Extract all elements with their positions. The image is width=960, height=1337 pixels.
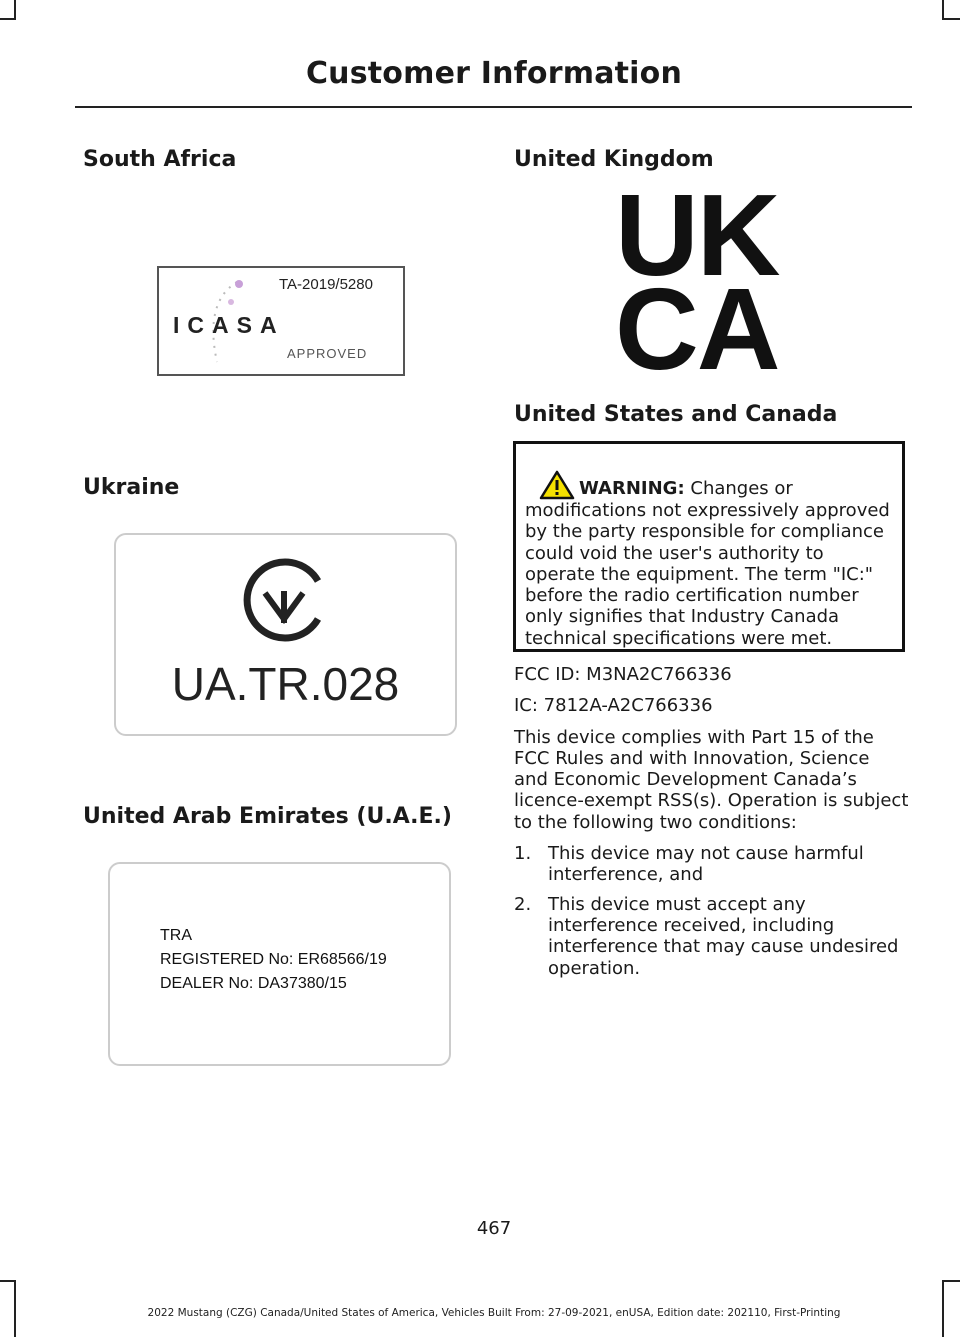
- crop-mark: [942, 1280, 960, 1282]
- ukraine-code: UA.TR.028: [171, 658, 400, 710]
- section-heading-south-africa: South Africa: [83, 147, 237, 172]
- warning-text: Changes or modifications not expressively approved by the party responsible for compliance could void the user's authority to operate the equipment. The term "IC:" before the radio certification number only signifies that Industry Canada technical specifications were met.: [525, 478, 890, 649]
- warning-box: [513, 441, 905, 652]
- footer-text: 2022 Mustang (CZG) Canada/United States of America, Vehicles Built From: 27-09-2021, enUSA, Edition date: 202110, First-Printing: [147, 1307, 841, 1319]
- uae-dealer-line: DEALER No: DA37380/15: [160, 975, 347, 992]
- list-item-text: This device may not cause harmful interference, and: [548, 843, 864, 886]
- uae-registered-line: REGISTERED No: ER68566/19: [160, 951, 387, 968]
- section-heading-us-canada: United States and Canada: [514, 402, 838, 427]
- fcc-id: FCC ID: M3NA2C766336: [514, 664, 732, 685]
- ukraine-conformity-label: [114, 533, 457, 736]
- list-item: [514, 843, 909, 886]
- ic-number: IC: 7812A-A2C766336: [514, 695, 713, 717]
- crop-mark: [942, 0, 944, 20]
- compliance-statement: This device complies with Part 15 of the FCC Rules and with Innovation, Science and Economic Development Canada’s licence-exempt RSS(s). Operation is subject to the following two conditions:: [514, 726, 909, 833]
- icasa-approved-text: APPROVED: [287, 346, 368, 361]
- list-item: [514, 894, 909, 979]
- list-item-number: 2.: [514, 893, 532, 915]
- section-heading-ukraine: Ukraine: [83, 475, 180, 500]
- crop-mark: [14, 0, 16, 20]
- ukca-mark-top: UK: [615, 170, 779, 300]
- us-canada-body: [514, 664, 909, 987]
- section-heading-uk: United Kingdom: [514, 147, 714, 172]
- crop-mark: [0, 1280, 16, 1282]
- icasa-code: TA-2019/5280: [279, 276, 373, 293]
- uae-tra-line: TRA: [160, 927, 192, 944]
- list-item-text: This device must accept any interference received, including interference that may cause undesired operation.: [548, 893, 899, 979]
- section-heading-uae: United Arab Emirates (U.A.E.): [83, 804, 452, 829]
- ukca-mark-bottom: CA: [615, 264, 779, 394]
- list-item-number: 1.: [514, 843, 532, 865]
- uae-registration-label: [108, 862, 451, 1066]
- page-number: 467: [476, 1218, 512, 1239]
- ukraine-conformity-mark-icon: [240, 555, 330, 645]
- icasa-approval-label: [157, 266, 405, 376]
- page-title: Customer Information: [305, 56, 683, 91]
- warning-label: WARNING:: [579, 478, 685, 499]
- ukca-mark: [615, 170, 815, 394]
- crop-mark: [942, 18, 960, 20]
- header-divider: [75, 106, 912, 108]
- crop-mark: [0, 18, 16, 20]
- icasa-logo: ICASA: [173, 312, 285, 338]
- warning-triangle-icon: [539, 470, 575, 500]
